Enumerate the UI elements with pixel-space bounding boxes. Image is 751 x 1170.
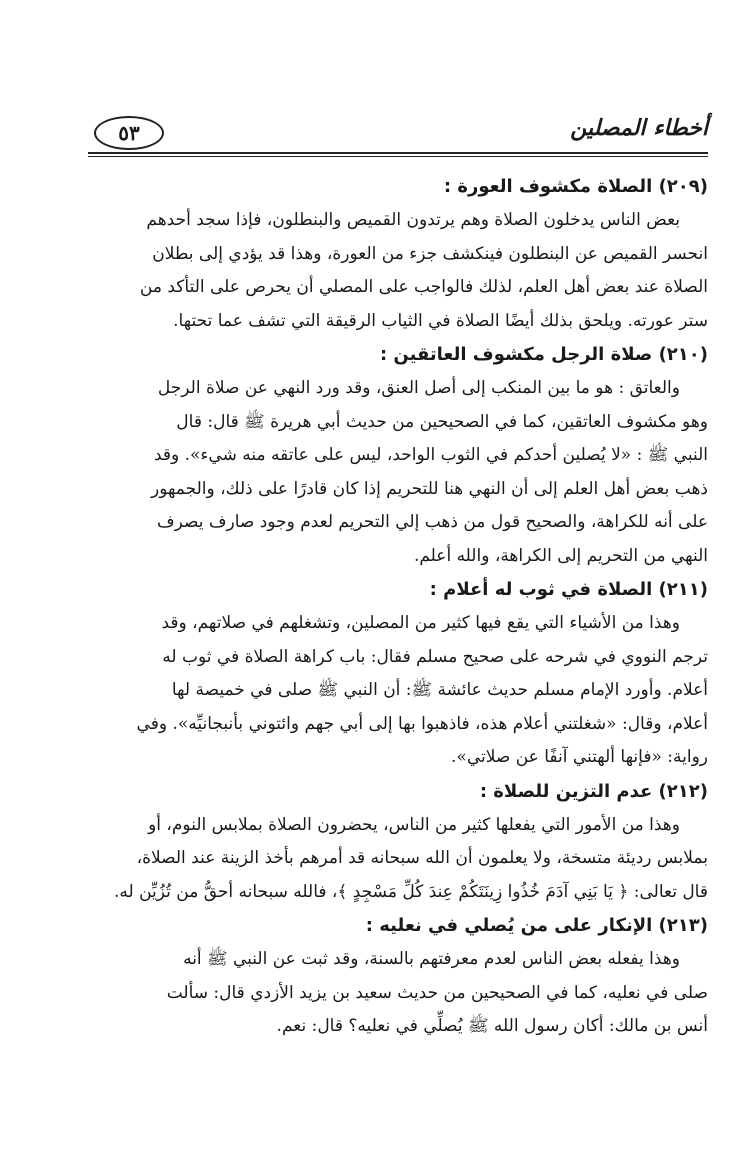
section-heading: (٢٠٩) الصلاة مكشوف العورة : (443, 176, 708, 197)
section-heading: (٢١٢) عدم التزين للصلاة : (479, 780, 708, 802)
text-line: وهذا من الأمور التي يفعلها كثير من الناس، يحضرون الصلاة بملابس النوم، أو (148, 814, 680, 835)
header-rule (88, 152, 708, 154)
section-213 (88, 909, 708, 1044)
text-line: انحسر القميص عن البنطلون فينكشف جزء من العورة، وهذا قد يؤدي إلى بطلان (152, 243, 708, 264)
text-line: الصلاة عند بعض أهل العلم، لذلك فالواجب على المصلي أن يحرص على التأكد من (139, 277, 708, 297)
page-number: ٥٣ (94, 116, 164, 150)
text-line: أعلام، وقال: «شغلتني أعلام هذه، فاذهبوا بها إلى أبي جهم وائتوني بأنبجانيِّه». وفي (136, 713, 708, 734)
text-line: والعاتق : هو ما بين المنكب إلى أصل العنق، وقد ورد النهي عن صلاة الرجل (157, 378, 680, 398)
section-heading: (٢١٠) صلاة الرجل مكشوف العاتقين : (379, 344, 708, 365)
header-rule-thin (88, 156, 708, 157)
text-line: النبي ﷺ : «لا يُصلين أحدكم في الثوب الواحد، ليس على عاتقه منه شيء». وقد (153, 445, 708, 465)
section-211 (88, 573, 708, 775)
section-209 (88, 170, 708, 338)
section-212 (88, 775, 708, 910)
text-line: صلى في نعليه، كما في الصحيحين من حديث سعيد بن يزيد الأزدي قال: سألت (166, 982, 708, 1003)
section-heading: (٢١٣) الإنكار على من يُصلي في نعليه : (365, 915, 708, 936)
text-line: وهذا يفعله بعض الناس لعدم معرفتهم بالسنة، وقد ثبت عن النبي ﷺ أنه (183, 949, 680, 969)
text-line: ستر عورته. ويلحق بذلك أيضًا الصلاة في الثياب الرقيقة التي تشف عما تحتها. (173, 310, 708, 331)
page-body (88, 170, 708, 1044)
page-header (88, 112, 708, 156)
text-line: بعض الناس يدخلون الصلاة وهم يرتدون القميص والبنطلون، فإذا سجد أحدهم (146, 210, 680, 230)
text-line: النهي من التحريم إلى الكراهة، والله أعلم. (413, 545, 708, 566)
text-line: أعلام. وأورد الإمام مسلم حديث عائشة ﷺ: أن النبي ﷺ صلى في خميصة لها (171, 680, 708, 700)
text-line: وهو مكشوف العاتقين، كما في الصحيحين من حديث أبي هريرة ﷺ قال: قال (176, 411, 708, 432)
section-210 (88, 338, 708, 573)
text-line: رواية: «فإنها ألهتني آنفًا عن صلاتي». (451, 747, 708, 767)
text-line: بملابس رديئة متسخة، ولا يعلمون أن الله سبحانه قد أمرهم بأخذ الزينة عند الصلاة، (136, 848, 708, 868)
text-line: على أنه للكراهة، والصحيح قول من ذهب إلي التحريم لعدم وجود صارف يصرف (156, 512, 708, 532)
text-line: أنس بن مالك: أكان رسول الله ﷺ يُصلِّي في نعليه؟ قال: نعم. (276, 1016, 708, 1036)
book-title: أخطاء المصلين (570, 116, 708, 141)
text-line: ترجم النووي في شرحه على صحيح مسلم فقال: باب كراهة الصلاة في ثوب له (162, 646, 708, 667)
text-line: ذهب بعض أهل العلم إلى أن النهي هنا للتحريم إذا كان قادرًا على ذلك، والجمهور (150, 478, 708, 499)
text-line: وهذا من الأشياء التي يقع فيها كثير من المصلين، وتشغلهم في صلاتهم، وقد (161, 613, 680, 633)
text-line: قال تعالى: ﴿ يَا بَنِي آدَمَ خُذُوا زِينَتَكُمْ عِندَ كُلِّ مَسْجِدٍ ﴾، فالله سبحانه أحقُّ من تُزُيِّن له. (113, 881, 708, 902)
section-heading: (٢١١) الصلاة في ثوب له أعلام : (429, 579, 708, 600)
